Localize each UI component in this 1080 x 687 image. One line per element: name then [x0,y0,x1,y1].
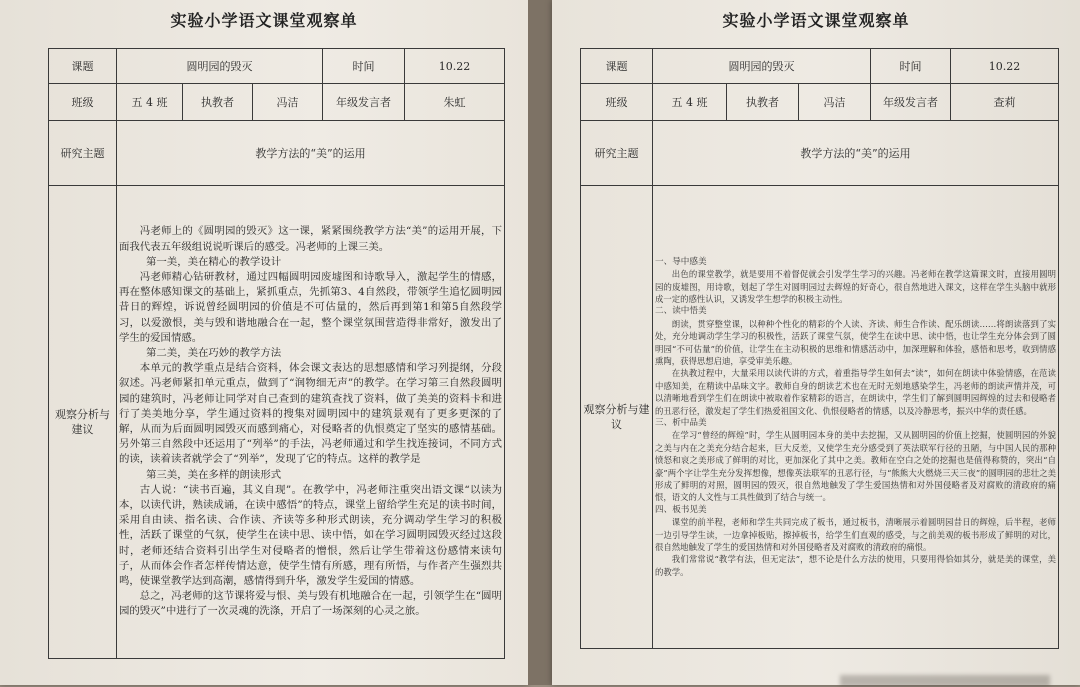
speaker-value: 朱虹 [405,84,505,121]
paragraph: 在学习“曾经的辉煌”时，学生从圆明园本身的美中去挖掘，又从圆明园的价值上挖掘，使圆明园的外貌之美与内在之美充分结合起来，巨大反差，又使学生充分感受到了英法联军行径的丑陋，与中国人民的那种愤怒和哀之美形成了鲜明的对比，更加深化了其中之美。教师在空白之处的挖掘也是值得称赞的，突出“自豪”两个字让学生充分发挥想像，想像英法联军的丑恶行径，与“熊熊大火燃烧三天三夜”的圆明园的悲壮之美形成了鲜明的对照，圆明园的毁灭，很自然地触发了学生爱国热情和对外国侵略者及对腐败的清政府的痛恨，语文的人文性与工具性做到了结合与统一。 [655,430,1057,503]
topic-value: 圆明园的毁灭 [653,49,871,84]
observation-table [48,48,505,659]
section-heading: 三、析中品美 [655,418,707,428]
paragraph: 在执教过程中，大量采用以读代讲的方式，着重指导学生如何去“读”，如何在朗读中体验情感，在范读中感知美，在精读中品味文字。教师自身的朗读艺术也在无时无刻地感染学生，冯老师的朗读声情并茂，可以清晰地看到学生们在朗读中被取着作家精彩的语言，在朗读中，学生们了解到圆明园辉煌的过去和侵略者的丑恶行径，激发起了学生们热爱祖国文化、仇恨侵略者的情感，以及冷静思考，振兴中华的责任感。 [655,368,1057,416]
paragraph: 出色的课堂教学，就是要用不着督促就会引发学生学习的兴趣。冯老师在教学这篇课文时，直接用圆明园的废墟图，用诗歌，划起了学生对圆明园过去辉煌的好奇心，很自然地进入课文，这样在学生头脑中就形成一定的感性认识，又诱发学生想学的积极主动性。 [655,269,1057,304]
paragraph: 本单元的教学重点是结合资料，体会课文表达的思想感情和学习列提纲，分段叙述。冯老师紧扣单元重点，做到了“润物细无声”的教学。在学习第三自然段圆明园的建筑时，冯老师让同学对自己查到的建筑查找了资料，做了美美的资料卡和进行了美美地分享，学生通过资料的搜集对圆明园中的建筑景观有了更多更深的了解，从而为后面圆明园毁灭而感到痛心，对侵略者的仇恨奠定了坚实的感情基础。另外第三自然段中还运用了“列举”的手法，冯老师通过和学生找连接词，不同方式的读，读着读者就学会了“列举”，发现了它的特点。这样的教学是 [119,362,503,466]
section-heading: 一、导中感美 [655,256,707,267]
left-observation-sheet [0,0,528,685]
class-value: 五 4 班 [653,84,727,121]
class-label: 班级 [581,84,653,121]
paragraph: 总之，冯老师的这节课将爱与恨、美与毁有机地融合在一起，引领学生在“圆明园的毁灭”中进行了一次灵魂的洗涤，开启了一场深刻的心灵之旅。 [119,590,503,618]
paragraph: 古人说：“读书百遍，其义自现”。在教学中，冯老师注重突出语文课“以读为本，以读代讲，熟读成诵，在读中感悟”的特点，课堂上留给学生充足的读书时间，采用自由读、指名读、合作读、齐读等多种形式朗读，充分调动学生学习的积极性，活跃了课堂的气氛，使学生在读中思、读中悟，如在学习圆明园毁灭经过这段时，老师还结合资料引出学生对侵略者的憎恨，然后让学生带着这份感情来读句子，从而体会作者怎样传情达意，使学生情有所感，理有所悟，与作者产生强烈共鸣，使课堂教学达到高潮，感情得到升华，激发学生爱国的情感。 [119,483,503,588]
teacher-value: 冯洁 [799,84,871,121]
time-label: 时间 [323,49,405,84]
analysis-content [117,186,505,659]
paragraph: 朗读，贯穿整堂课，以种种个性化的精彩的个人读、齐读、师生合作读、配乐朗读……将朗读落到了实处，充分地调动学生学习的积极性，活跃了课堂气氛，使学生在读中思、读中悟，也让学生充分体会到了圆明园“不可估量”的价值，让学生在主动积极的思维和情感活动中，加深理解和体验，感悟和思考，收到情感熏陶，获得思想启迪，享受审美乐趣。 [655,318,1057,366]
theme-label: 研究主题 [49,121,117,186]
paragraph: 冯老师精心钻研教材，通过四幅圆明园废墟图和诗歌导入，激起学生的情感，再在整体感知课文的基础上，紧抓重点，先抓第3、4自然段，带领学生追忆圆明园昔日的辉煌，诉说曾经圆明园的价值是不可估量的，然后再到第1和第5自然段学习，以爱激恨，美与毁和谐地融合在一起，整个课堂氛围营造得非常好，激发出了学生的爱国情感。 [119,270,503,344]
topic-value: 圆明园的毁灭 [117,49,323,84]
teacher-value: 冯洁 [253,84,323,121]
sheet-title: 实验小学语文课堂观察单 [722,11,910,30]
time-label: 时间 [871,49,951,84]
right-observation-sheet [552,0,1080,685]
topic-label: 课题 [49,49,117,84]
watermark-blur [840,675,1050,687]
time-value: 10.22 [405,49,505,84]
teacher-label: 执教者 [727,84,799,121]
section-heading: 二、读中悟美 [655,306,707,317]
class-value: 五 4 班 [117,84,183,121]
section-heading: 第二美，美在巧妙的教学方法 [146,346,282,359]
page-gap [528,0,552,685]
speaker-label: 年级发言者 [323,84,405,121]
paragraph: 冯老师上的《圆明园的毁灭》这一课，紧紧围绕教学方法“美”的运用开展，下面我代表五年级组说说听课后的感受。冯老师的上课三美。 [119,225,503,253]
sheet-title: 实验小学语文课堂观察单 [170,11,358,30]
speaker-label: 年级发言者 [871,84,951,121]
analysis-label: 观察分析与建议 [49,186,117,659]
topic-label: 课题 [581,49,653,84]
section-heading: 第一美，美在精心的教学设计 [146,255,282,268]
paragraph: 我们常常说“教学有法，但无定法”，想不论是什么方法的使用，只要用得恰如其分，就是美的课堂，美的教学。 [655,554,1057,577]
class-label: 班级 [49,84,117,121]
section-heading: 第三美，美在多样的朗读形式 [146,468,282,481]
observation-table [580,48,1059,649]
section-heading: 四、板书见美 [655,504,707,515]
analysis-content [653,186,1059,649]
theme-value: 教学方法的“美”的运用 [117,121,505,186]
paragraph: 课堂的前半程，老师和学生共同完成了板书，通过板书，清晰展示着圆明园昔日的辉煌，后半程，老师一边引导学生读，一边拿掉板贴，擦掉板书，给学生们直观的感受，与之前美观的板书形成了鲜明的对比，很自然地触发了学生的爱国热情和对外国侵略者及对腐败的清政府的痛恨。 [655,517,1057,553]
analysis-label: 观察分析与建议 [581,186,653,649]
speaker-value: 查莉 [951,84,1059,121]
time-value: 10.22 [951,49,1059,84]
theme-value: 教学方法的“美”的运用 [653,121,1059,186]
teacher-label: 执教者 [183,84,253,121]
theme-label: 研究主题 [581,121,653,186]
